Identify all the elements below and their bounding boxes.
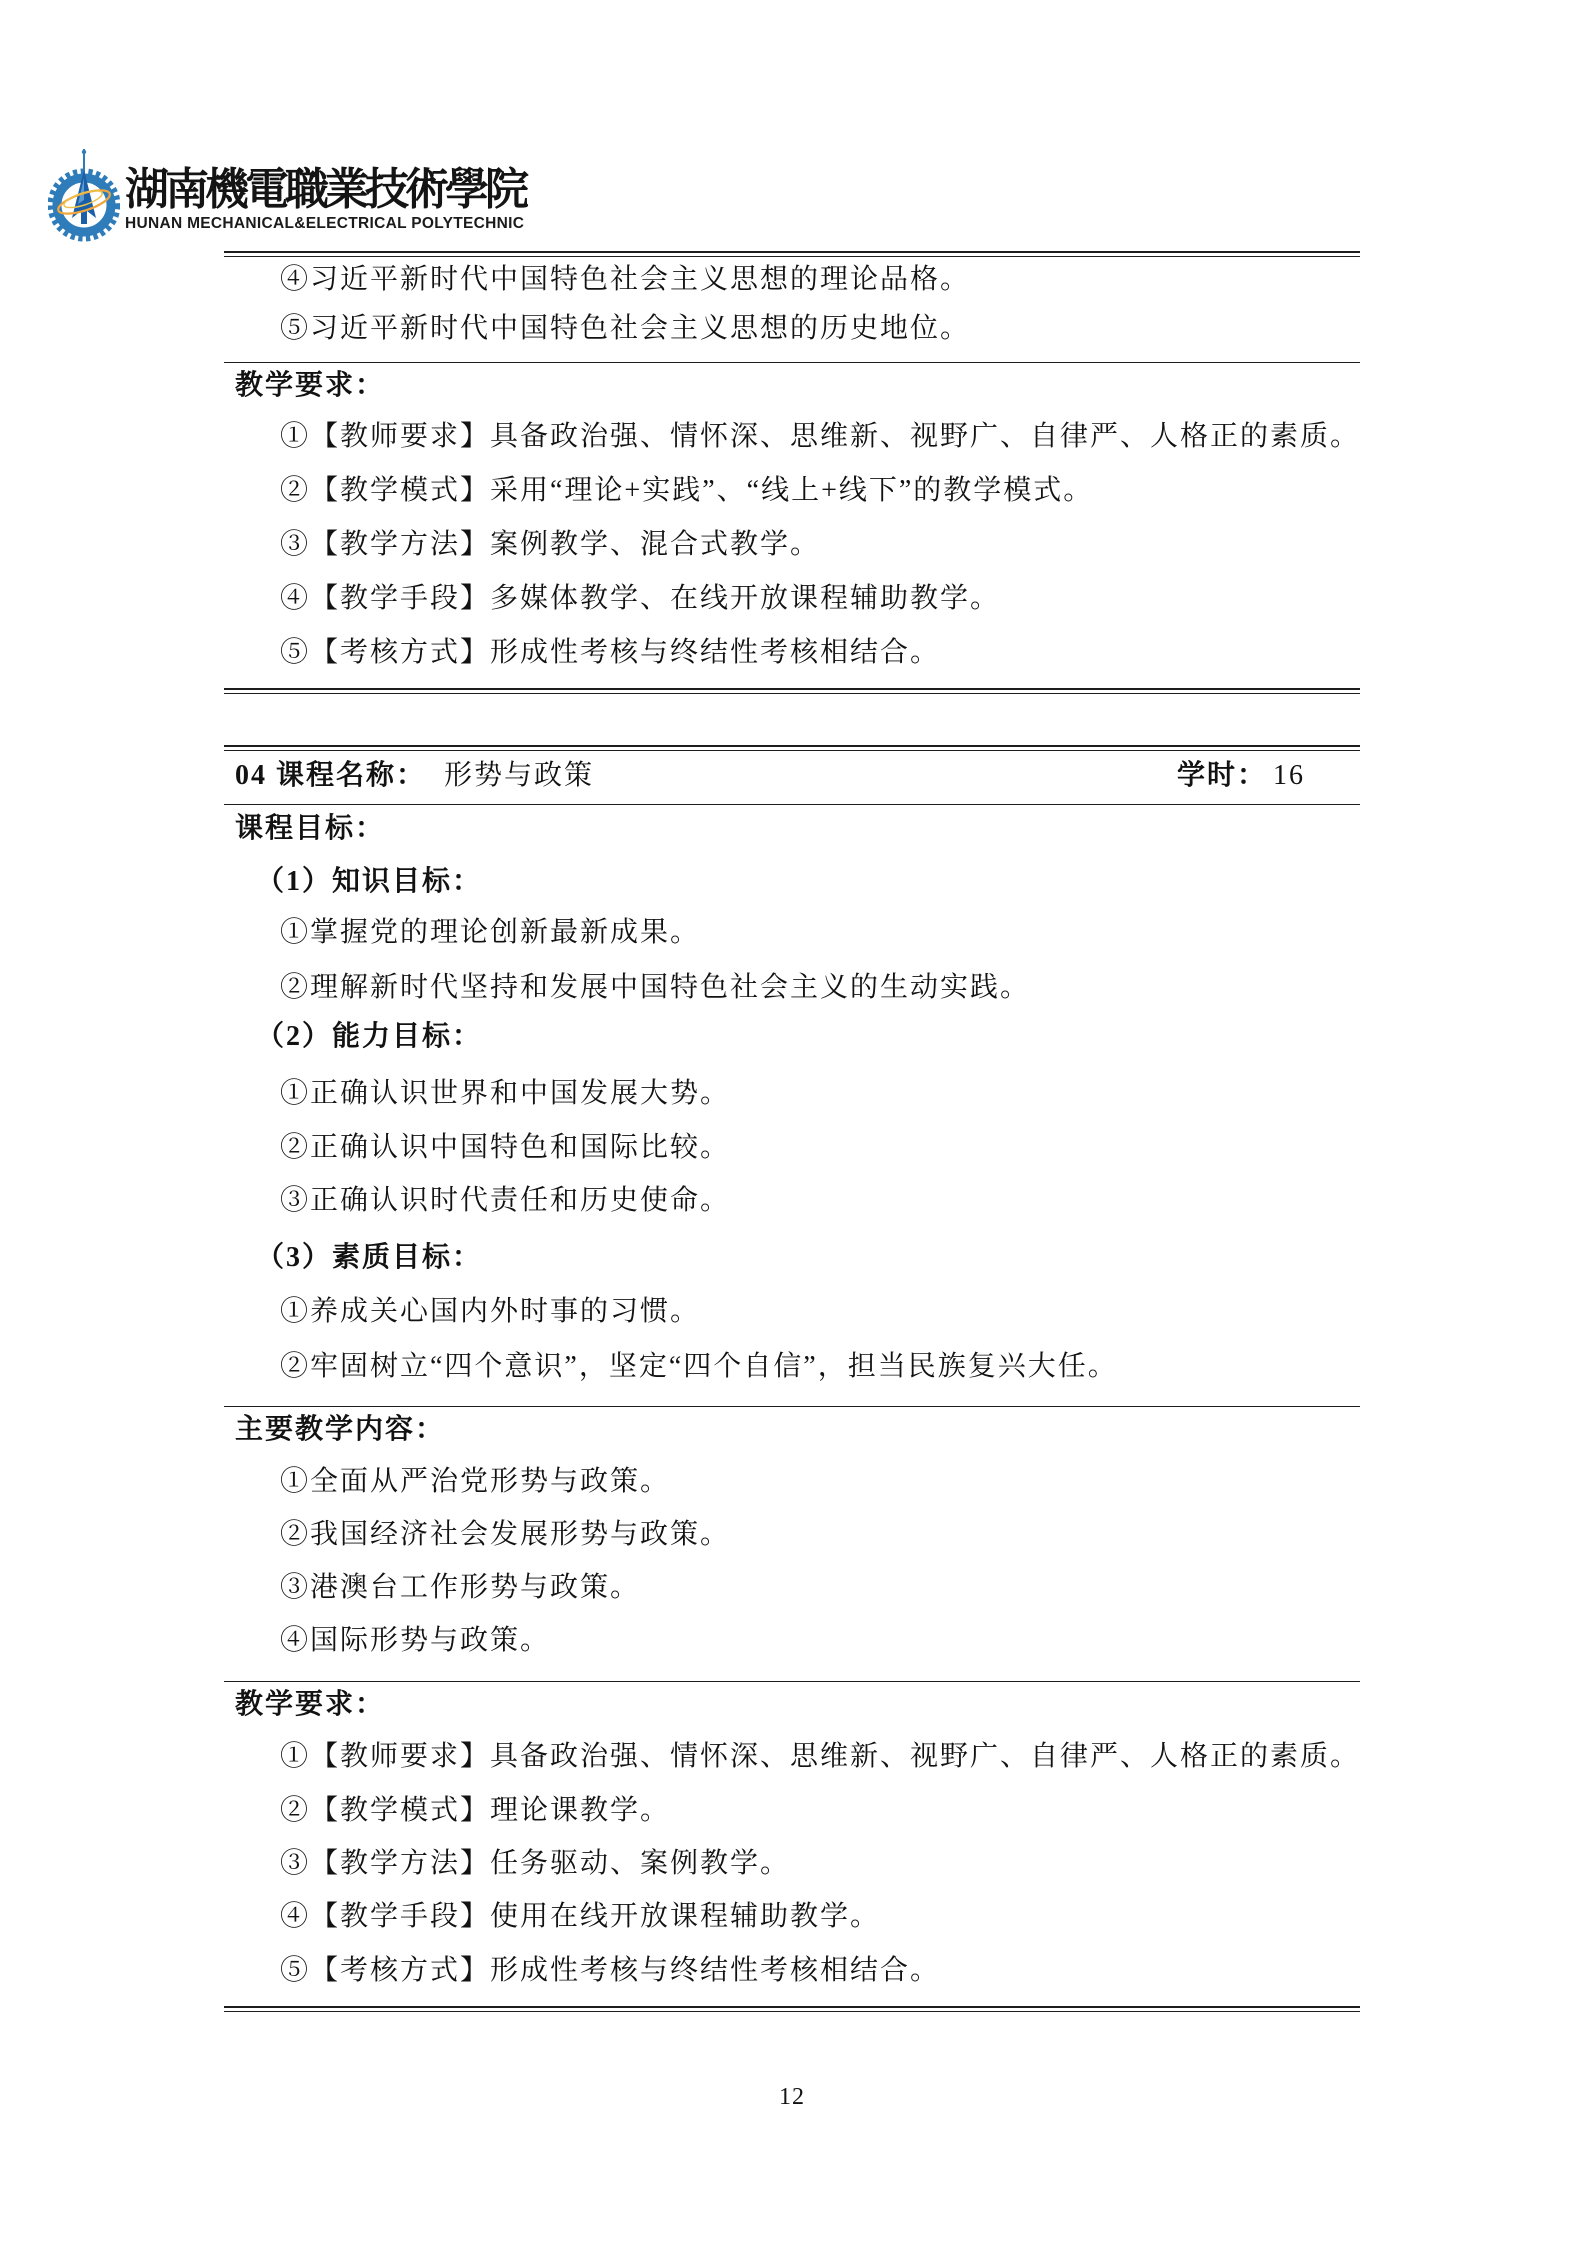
list-item: ④【教学手段】多媒体教学、在线开放课程辅助教学。 bbox=[280, 583, 1001, 614]
single-rule bbox=[224, 362, 1360, 363]
course-header-row bbox=[224, 761, 1360, 790]
section-heading: 教学要求： bbox=[235, 370, 386, 401]
double-rule-top bbox=[224, 251, 1360, 257]
list-item: ⑤习近平新时代中国特色社会主义思想的历史地位。 bbox=[280, 313, 971, 344]
list-item: ④国际形势与政策。 bbox=[280, 1625, 551, 1656]
single-rule bbox=[224, 804, 1360, 805]
school-name-calligraphy: 湖南機電職業技術學院 bbox=[125, 165, 525, 214]
single-rule bbox=[224, 1406, 1360, 1407]
list-item: ②理解新时代坚持和发展中国特色社会主义的生动实践。 bbox=[280, 972, 1031, 1003]
section-heading: 教学要求： bbox=[235, 1689, 386, 1720]
list-item: ⑤【考核方式】形成性考核与终结性考核相结合。 bbox=[280, 1955, 941, 1986]
course-name: 形势与政策 bbox=[444, 760, 595, 791]
double-rule-section-end bbox=[224, 688, 1360, 694]
group-heading: （3）素质目标： bbox=[256, 1242, 483, 1273]
section-heading: 课程目标： bbox=[235, 813, 386, 844]
list-item: ②【教学模式】采用“理论+实践”、“线上+线下”的教学模式。 bbox=[280, 475, 1094, 506]
document-body bbox=[224, 251, 1360, 2111]
list-item: ①全面从严治党形势与政策。 bbox=[280, 1466, 671, 1497]
section-heading: 主要教学内容： bbox=[235, 1414, 446, 1445]
school-emblem-icon bbox=[48, 146, 120, 242]
list-item: ⑤【考核方式】形成性考核与终结性考核相结合。 bbox=[280, 637, 941, 668]
page-number: 12 bbox=[779, 2084, 805, 2110]
list-item: ①掌握党的理论创新最新成果。 bbox=[280, 917, 701, 948]
list-item: ①【教师要求】具备政治强、情怀深、思维新、视野广、自律严、人格正的素质。 bbox=[280, 1741, 1361, 1772]
course-title bbox=[235, 761, 594, 790]
double-rule-section-end bbox=[224, 2006, 1360, 2012]
school-name-english: HUNAN MECHANICAL&ELECTRICAL POLYTECHNIC bbox=[125, 215, 525, 232]
list-item: ③港澳台工作形势与政策。 bbox=[280, 1572, 641, 1603]
group-heading: （1）知识目标： bbox=[256, 866, 483, 897]
hours-label: 学时： bbox=[1176, 760, 1267, 791]
double-rule-section-start bbox=[224, 745, 1360, 751]
course-hours bbox=[1177, 761, 1305, 790]
single-rule bbox=[224, 1681, 1360, 1682]
list-item: ①正确认识世界和中国发展大势。 bbox=[280, 1078, 731, 1109]
list-item: ③【教学方法】任务驱动、案例教学。 bbox=[280, 1848, 791, 1879]
logo-text bbox=[125, 146, 525, 233]
list-item: ④【教学手段】使用在线开放课程辅助教学。 bbox=[280, 1901, 881, 1932]
list-item: ②正确认识中国特色和国际比较。 bbox=[280, 1132, 731, 1163]
list-item: ①【教师要求】具备政治强、情怀深、思维新、视野广、自律严、人格正的素质。 bbox=[280, 421, 1361, 452]
list-item: ③【教学方法】案例教学、混合式教学。 bbox=[280, 529, 821, 560]
school-logo-block bbox=[48, 146, 1587, 242]
list-item: ①养成关心国内外时事的习惯。 bbox=[280, 1296, 701, 1327]
hours-value: 16 bbox=[1273, 760, 1305, 791]
list-item: ②【教学模式】理论课教学。 bbox=[280, 1795, 671, 1826]
course-label: 04 课程名称： bbox=[235, 760, 427, 791]
group-heading: （2）能力目标： bbox=[256, 1021, 483, 1052]
list-item: ③正确认识时代责任和历史使命。 bbox=[280, 1185, 731, 1216]
list-item: ②牢固树立“四个意识”，坚定“四个自信”，担当民族复兴大任。 bbox=[280, 1351, 1118, 1382]
list-item: ④习近平新时代中国特色社会主义思想的理论品格。 bbox=[280, 264, 971, 295]
list-item: ②我国经济社会发展形势与政策。 bbox=[280, 1519, 731, 1550]
